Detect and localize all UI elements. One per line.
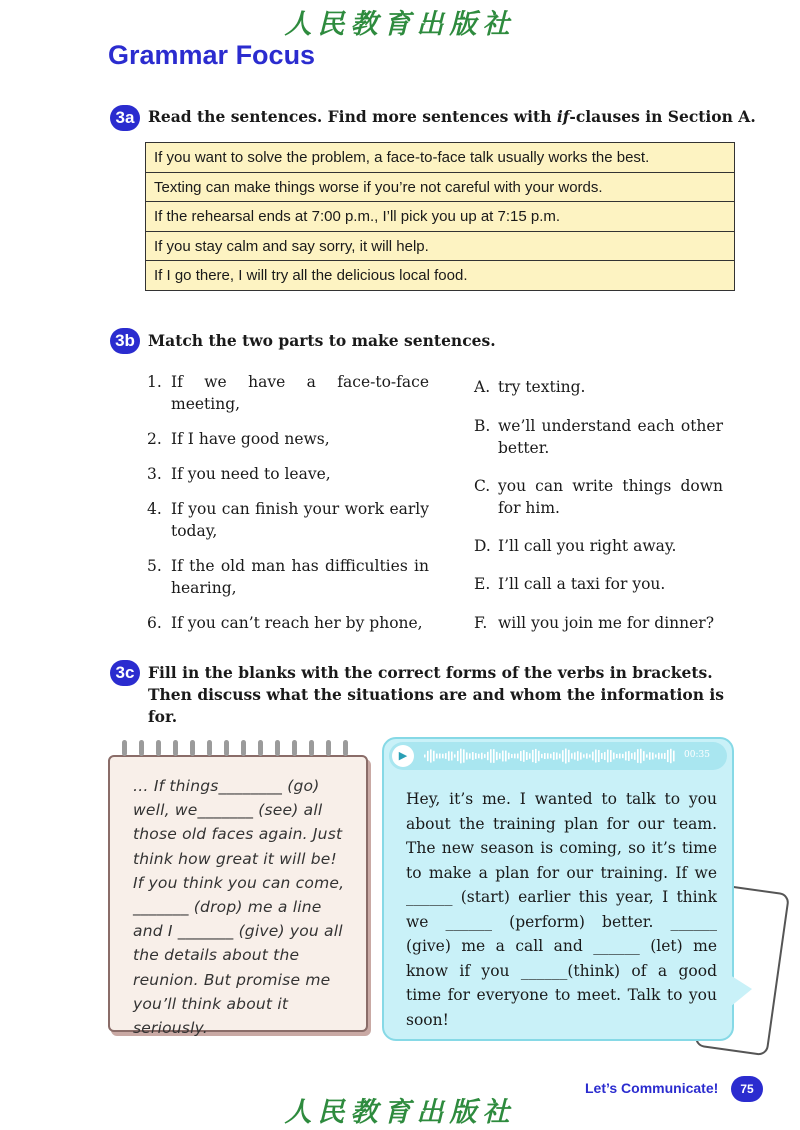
waveform-bar — [553, 752, 555, 760]
spiral-ring — [326, 740, 331, 756]
waveform-bar — [487, 752, 489, 760]
waveform-bar — [643, 751, 645, 761]
waveform-bar — [664, 753, 666, 759]
item-text: If you can finish your work early today, — [171, 500, 429, 540]
waveform-bar — [424, 755, 426, 758]
waveform-bar — [475, 753, 477, 759]
item-letter: D. — [474, 537, 491, 555]
instruction-italic: if — [556, 107, 570, 126]
voice-message-transcript: Hey, it’s me. I wanted to talk to you about the training plan for our team. The new season is coming, so it’s time to make a plan for our training. If we ______ (start) earlier this year, I think we ______ (perform) better. ______ (give) me a call and ______ (let) me know if you ______(think) of a good time for everyone to meet. Talk to you soon! — [406, 790, 717, 1029]
page-title: Grammar Focus — [108, 40, 316, 70]
spiral-ring — [258, 740, 263, 756]
waveform-bar — [541, 754, 543, 758]
waveform-bar — [547, 753, 549, 758]
waveform-bar — [460, 749, 462, 764]
waveform-bar — [508, 753, 510, 760]
section-3b-instruction: Match the two parts to make sentences. — [148, 331, 496, 350]
example-sentences-table — [145, 143, 735, 291]
waveform-bar — [592, 752, 594, 761]
spiral-ring — [275, 740, 280, 756]
waveform-bar — [559, 754, 561, 759]
item-text: If you need to leave, — [171, 465, 331, 483]
spiral-ring — [241, 740, 246, 756]
waveform-bar — [436, 754, 438, 759]
waveform-bar — [478, 754, 480, 758]
section-3c-badge: 3c — [110, 660, 140, 686]
waveform-bar — [481, 753, 483, 759]
spiral-ring — [173, 740, 178, 756]
spiral-ring — [343, 740, 348, 756]
waveform-bar — [502, 751, 504, 762]
waveform-bar — [532, 750, 534, 762]
waveform-bar — [565, 749, 567, 764]
publisher-logo-bottom: 人民教育出版社 — [284, 1097, 516, 1128]
waveform-bar — [571, 753, 573, 758]
voice-duration: 00:35 — [684, 750, 710, 760]
spiral-ring — [309, 740, 314, 756]
waveform-bar — [589, 754, 591, 757]
waveform-bar — [598, 750, 600, 762]
item-text: If we have a face-to-face meeting, — [171, 373, 429, 413]
waveform-bar — [445, 753, 447, 759]
waveform-bar — [610, 750, 612, 762]
notebook-spiral-rings — [122, 740, 362, 762]
section-3c-instruction: Fill in the blanks with the correct forms of the verbs in brackets. Then discuss what the situations are and whom the information is for. — [148, 663, 724, 726]
example-sentence: If you stay calm and say sorry, it will help. — [145, 231, 735, 262]
item-number: 5. — [147, 557, 162, 575]
waveform-bar — [637, 749, 639, 763]
waveform-bar — [649, 752, 651, 759]
waveform-bar — [442, 754, 444, 758]
spiral-ring — [190, 740, 195, 756]
example-sentence: If I go there, I will try all the delicious local food. — [145, 260, 735, 291]
waveform-bar — [670, 749, 672, 763]
waveform-bar — [568, 750, 570, 762]
waveform-bar — [514, 754, 516, 759]
item-letter: B. — [474, 417, 491, 435]
item-number: 4. — [147, 500, 162, 518]
waveform-bar — [634, 752, 636, 760]
waveform-bar — [526, 752, 528, 760]
waveform-bar — [463, 749, 465, 762]
waveform-bar — [451, 752, 453, 761]
waveform-bar — [430, 749, 432, 762]
waveform-bar — [577, 751, 579, 761]
waveform-bar — [562, 750, 564, 762]
waveform-bar — [661, 753, 663, 758]
waveform-bar — [640, 749, 642, 763]
waveform-bar — [505, 751, 507, 762]
section-3a-instruction — [148, 107, 756, 126]
example-sentence: If you want to solve the problem, a face-to-face talk usually works the best. — [145, 142, 735, 173]
waveform-bar — [628, 751, 630, 761]
publisher-logo-top: 人民教育出版社 — [284, 9, 516, 40]
waveform-bar — [667, 750, 669, 762]
instruction-part: -clauses in Section A. — [569, 107, 756, 126]
waveform-bar — [454, 754, 456, 757]
item-number: 2. — [147, 430, 162, 448]
item-text: I’ll call a taxi for you. — [498, 575, 666, 593]
waveform-bar — [484, 754, 486, 758]
waveform-bar — [616, 754, 618, 758]
waveform-bar — [556, 753, 558, 760]
waveform-bar — [646, 754, 648, 757]
spiral-ring — [207, 740, 212, 756]
waveform-bar — [523, 750, 525, 762]
waveform-bar — [655, 754, 657, 757]
spiral-ring — [139, 740, 144, 756]
waveform-bar — [469, 753, 471, 758]
waveform-bar — [457, 751, 459, 761]
play-icon[interactable]: ▶ — [392, 745, 414, 767]
spiral-ring — [156, 740, 161, 756]
example-sentence: Texting can make things worse if you’re not careful with your words. — [145, 172, 735, 203]
item-number: 3. — [147, 465, 162, 483]
item-text: If the old man has difficulties in hearing, — [171, 557, 429, 597]
item-number: 1. — [147, 373, 162, 391]
waveform-bar — [613, 753, 615, 760]
item-letter: E. — [474, 575, 491, 593]
waveform-bar — [631, 753, 633, 759]
item-text: try texting. — [498, 378, 586, 396]
waveform-bar — [619, 753, 621, 758]
waveform-bar — [550, 754, 552, 759]
section-3b-badge: 3b — [110, 328, 140, 354]
waveform-bar — [439, 753, 441, 758]
spiral-ring — [122, 740, 127, 756]
waveform-bar — [538, 751, 540, 761]
book-title: Let’s Communicate! — [585, 1080, 719, 1096]
waveform-bar — [586, 753, 588, 758]
item-number: 6. — [147, 614, 162, 632]
item-letter: C. — [474, 477, 491, 495]
example-sentence: If the rehearsal ends at 7:00 p.m., I’ll pick you up at 7:15 p.m. — [145, 201, 735, 232]
waveform-bar — [583, 754, 585, 757]
waveform-bar — [511, 754, 513, 758]
waveform-icon — [424, 746, 676, 766]
waveform-bar — [490, 749, 492, 762]
waveform-bar — [625, 752, 627, 761]
waveform-bar — [622, 754, 624, 758]
waveform-bar — [535, 749, 537, 763]
item-text: If I have good news, — [171, 430, 330, 448]
item-text: If you can’t reach her by phone, — [171, 614, 423, 632]
waveform-bar — [496, 752, 498, 760]
waveform-bar — [574, 752, 576, 759]
waveform-bar — [607, 750, 609, 763]
waveform-bar — [604, 752, 606, 760]
waveform-bar — [601, 753, 603, 759]
waveform-bar — [466, 752, 468, 759]
item-text: you can write things down for him. — [498, 477, 723, 517]
waveform-bar — [448, 751, 450, 760]
waveform-bar — [673, 751, 675, 762]
spiral-ring — [292, 740, 297, 756]
page-number: 75 — [731, 1076, 763, 1102]
waveform-bar — [493, 749, 495, 763]
waveform-bar — [580, 752, 582, 759]
waveform-bar — [529, 753, 531, 758]
waveform-bar — [595, 750, 597, 763]
item-letter: F. — [474, 614, 488, 632]
waveform-bar — [472, 752, 474, 760]
instruction-part: Read the sentences. Find more sentences with — [148, 107, 557, 126]
waveform-bar — [658, 753, 660, 759]
bubble-tail — [730, 975, 752, 1007]
waveform-bar — [427, 751, 429, 761]
waveform-bar — [517, 754, 519, 759]
waveform-bar — [433, 751, 435, 761]
waveform-bar — [544, 753, 546, 759]
item-text: we’ll understand each other better. — [498, 417, 723, 457]
item-letter: A. — [474, 378, 491, 396]
waveform-bar — [520, 751, 522, 761]
item-text: I’ll call you right away. — [498, 537, 677, 555]
notebook-message: … If things________ (go) well, we_______ (see) all those old faces again. Just think how great it will be! If you think you can come, _______ (drop) me a line and I _______ (give) you all the details about the reunion. But promise me you’ll think about it seriously. — [133, 777, 345, 1038]
section-3a-badge: 3a — [110, 105, 140, 131]
waveform-bar — [499, 753, 501, 759]
spiral-ring — [224, 740, 229, 756]
item-text: will you join me for dinner? — [498, 614, 715, 632]
waveform-bar — [652, 753, 654, 760]
